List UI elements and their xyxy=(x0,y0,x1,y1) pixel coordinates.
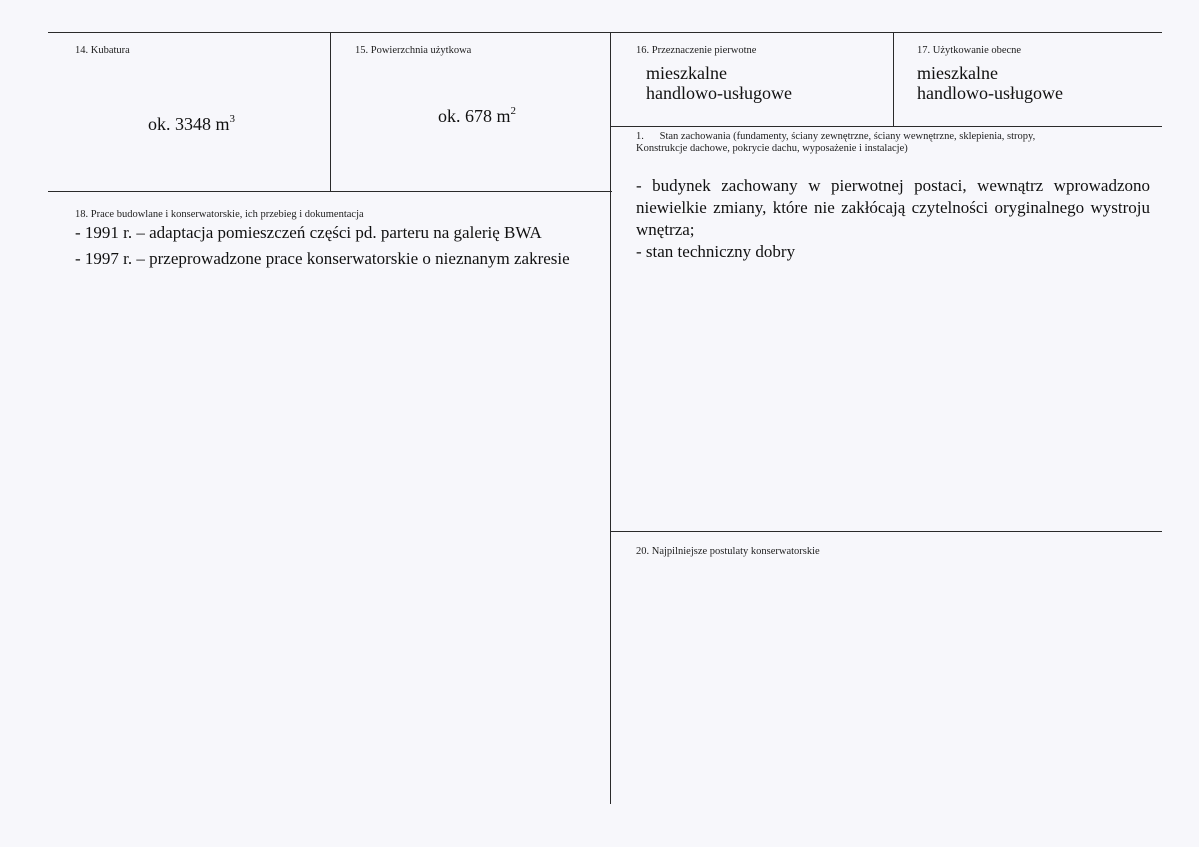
prace-list xyxy=(75,222,608,270)
kubatura-value-text: ok. 3348 m xyxy=(148,114,230,134)
uzytkowanie-value-1: mieszkalne xyxy=(917,63,998,83)
stan-item-1: - budynek zachowany w pierwotnej postaci, wewnątrz wprowadzono niewielkie zmiany, które nie zakłócają czytelności oryginalnego wystroju wnętrza; xyxy=(636,176,1150,239)
top-border xyxy=(48,32,1162,33)
mid-border-right xyxy=(610,126,1162,127)
kubatura-unit-exponent: 3 xyxy=(229,113,236,125)
stan-item-2: - stan techniczny dobry xyxy=(636,242,796,261)
przeznaczenie-values xyxy=(646,63,792,103)
prace-item-2: - 1997 r. – przeprowadzone prace konserwatorskie o nieznanym zakresie xyxy=(75,249,570,268)
divider-16-17 xyxy=(893,32,894,127)
przeznaczenie-value-1: mieszkalne xyxy=(646,63,727,83)
kubatura-value xyxy=(148,110,235,134)
powierzchnia-unit-exponent: 2 xyxy=(510,105,517,117)
kubatura-label: 14. Kubatura xyxy=(75,45,130,56)
stan-label xyxy=(636,131,1156,155)
prace-label: 18. Prace budowlane i konserwatorskie, ich przebieg i dokumentacja xyxy=(75,209,364,220)
powierzchnia-value-text: ok. 678 m xyxy=(438,106,511,126)
stan-list xyxy=(636,175,1150,263)
prace-item-1: - 1991 r. – adaptacja pomieszczeń części pd. parteru na galerię BWA xyxy=(75,223,542,242)
divider-14-15 xyxy=(330,32,331,191)
stan-label-line-2: Konstrukcje dachowe, pokrycie dachu, wyposażenie i instalacje) xyxy=(636,143,908,154)
przeznaczenie-label: 16. Przeznaczenie pierwotne xyxy=(636,45,757,56)
lower-border-right xyxy=(610,531,1162,532)
uzytkowanie-value-2: handlowo-usługowe xyxy=(917,83,1063,103)
powierzchnia-value xyxy=(438,102,516,126)
main-vertical-divider xyxy=(610,32,611,804)
uzytkowanie-label: 17. Użytkowanie obecne xyxy=(917,45,1022,56)
przeznaczenie-value-2: handlowo-usługowe xyxy=(646,83,792,103)
mid-border-left xyxy=(48,191,612,192)
stan-label-line-1: 1. Stan zachowania (fundamenty, ściany zewnętrzne, ściany wewnętrzne, sklepienia, stropy, xyxy=(636,131,1036,142)
powierzchnia-label: 15. Powierzchnia użytkowa xyxy=(355,45,472,56)
postulaty-label: 20. Najpilniejsze postulaty konserwatorskie xyxy=(636,546,820,557)
uzytkowanie-values xyxy=(917,63,1063,103)
